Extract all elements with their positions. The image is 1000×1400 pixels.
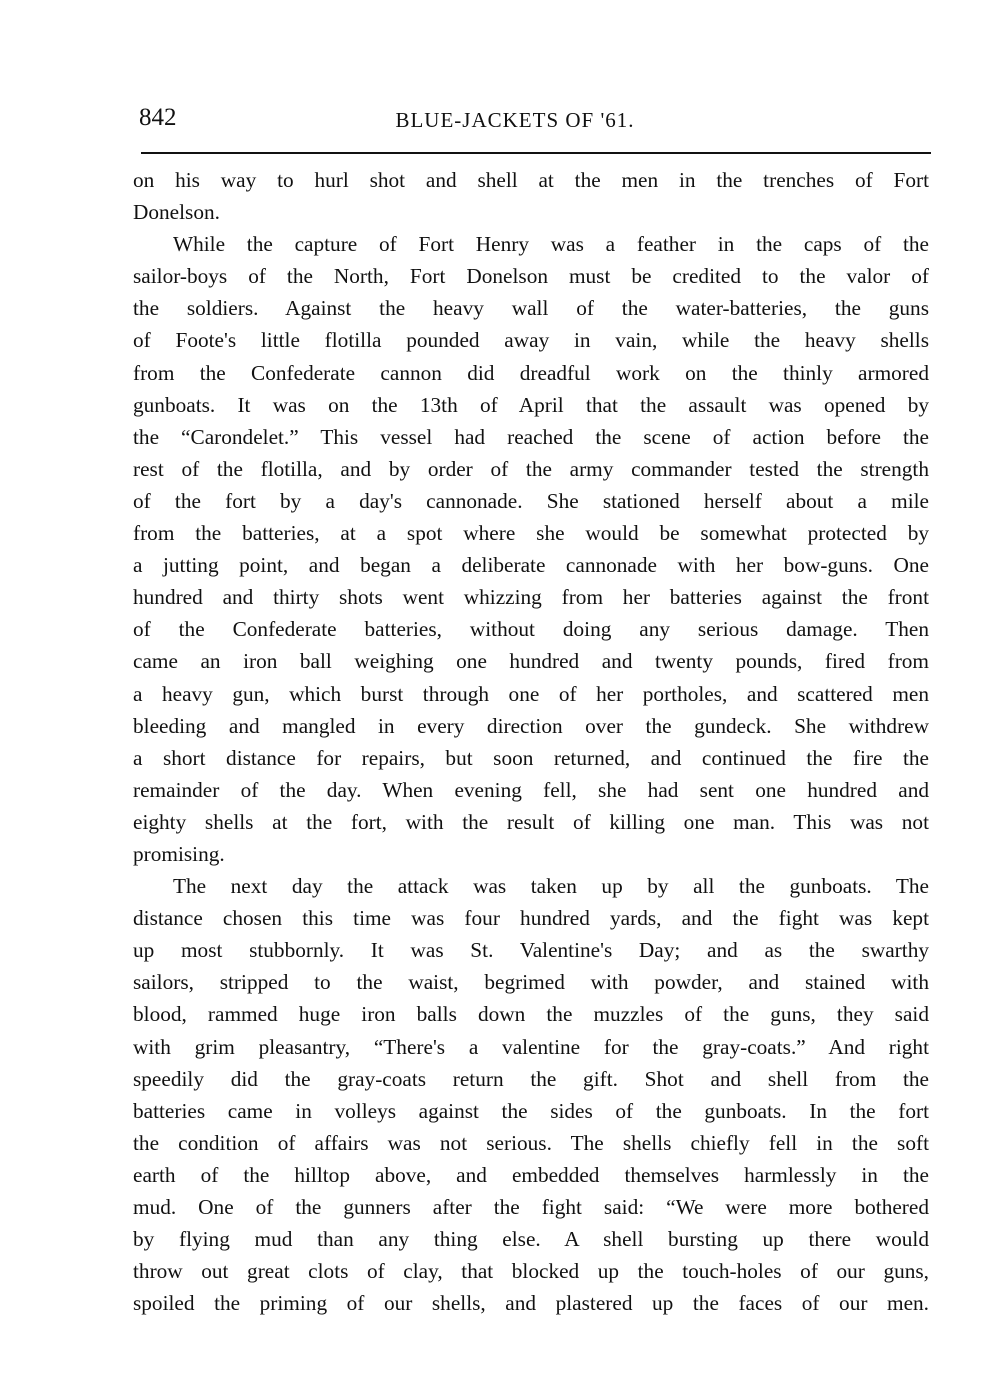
text-line: mud. One of the gunners after the fight said: “We were more bothered bbox=[133, 1195, 929, 1219]
header-rule bbox=[141, 152, 931, 154]
text-line: of Foote's little flotilla pounded away in vain, while the heavy shells bbox=[133, 328, 929, 353]
text-line: the soldiers. Against the heavy wall of the water-batteries, the guns bbox=[133, 296, 929, 321]
text-line: gunboats. It was on the 13th of April that the assault was opened by bbox=[133, 392, 929, 417]
text-line: eighty shells at the fort, with the result of killing one man. This was not bbox=[133, 809, 929, 834]
text-line: Donelson. bbox=[133, 200, 220, 225]
text-line: sailor-boys of the North, Fort Donelson must be credited to the valor of bbox=[133, 264, 929, 289]
text-line: earth of the hilltop above, and embedded themselves harmlessly in the bbox=[133, 1162, 929, 1187]
text-line: up most stubbornly. It was St. Valentine's Day; and as the swarthy bbox=[133, 938, 929, 963]
text-line: of the Confederate batteries, without doing any serious damage. Then bbox=[133, 617, 929, 642]
text-line: a short distance for repairs, but soon returned, and continued the fire the bbox=[133, 745, 929, 770]
text-line: with grim pleasantry, “There's a valentine for the gray-coats.” And right bbox=[133, 1034, 929, 1059]
text-line: batteries came in volleys against the sides of the gunboats. In the fort bbox=[133, 1098, 929, 1123]
page-body bbox=[133, 164, 929, 1319]
running-head: BLUE-JACKETS OF '61. bbox=[395, 108, 635, 132]
text-line: a heavy gun, which burst through one of her portholes, and scattered men bbox=[133, 681, 929, 706]
text-line: sailors, stripped to the waist, begrimed with powder, and stained with bbox=[133, 970, 929, 995]
text-line: hundred and thirty shots went whizzing from her batteries against the front bbox=[133, 585, 929, 610]
text-line: bleeding and mangled in every direction over the gundeck. She withdrew bbox=[133, 713, 929, 738]
text-line: came an iron ball weighing one hundred and twenty pounds, fired from bbox=[133, 649, 929, 674]
text-line: The next day the attack was taken up by all the gunboats. The bbox=[173, 874, 929, 899]
text-line: throw out great clots of clay, that blocked up the touch-holes of our guns, bbox=[133, 1259, 929, 1284]
text-line: blood, rammed huge iron balls down the muzzles of the guns, they said bbox=[133, 1002, 929, 1027]
text-line: the condition of affairs was not serious. The shells chiefly fell in the soft bbox=[133, 1130, 929, 1155]
text-line: distance chosen this time was four hundred yards, and the fight was kept bbox=[133, 906, 929, 931]
text-line: rest of the flotilla, and by order of the army commander tested the strength bbox=[133, 456, 929, 481]
text-line: from the Confederate cannon did dreadful work on the thinly armored bbox=[133, 360, 929, 385]
text-line: the “Carondelet.” This vessel had reached the scene of action before the bbox=[133, 424, 929, 449]
page-number: 842 bbox=[139, 104, 177, 131]
text-line: of the fort by a day's cannonade. She stationed herself about a mile bbox=[133, 488, 929, 513]
text-line: While the capture of Fort Henry was a feather in the caps of the bbox=[173, 232, 929, 257]
text-line: by flying mud than any thing else. A shell bursting up there would bbox=[133, 1227, 929, 1252]
text-line: speedily did the gray-coats return the gift. Shot and shell from the bbox=[133, 1066, 929, 1091]
text-line: promising. bbox=[133, 841, 225, 866]
text-line: spoiled the priming of our shells, and plastered up the faces of our men. bbox=[133, 1291, 929, 1316]
text-line: remainder of the day. When evening fell, she had sent one hundred and bbox=[133, 777, 929, 802]
text-line: from the batteries, at a spot where she would be somewhat protected by bbox=[133, 521, 929, 546]
text-line: on his way to hurl shot and shell at the men in the trenches of Fort bbox=[133, 168, 929, 192]
text-line: a jutting point, and began a deliberate cannonade with her bow-guns. One bbox=[133, 553, 929, 578]
